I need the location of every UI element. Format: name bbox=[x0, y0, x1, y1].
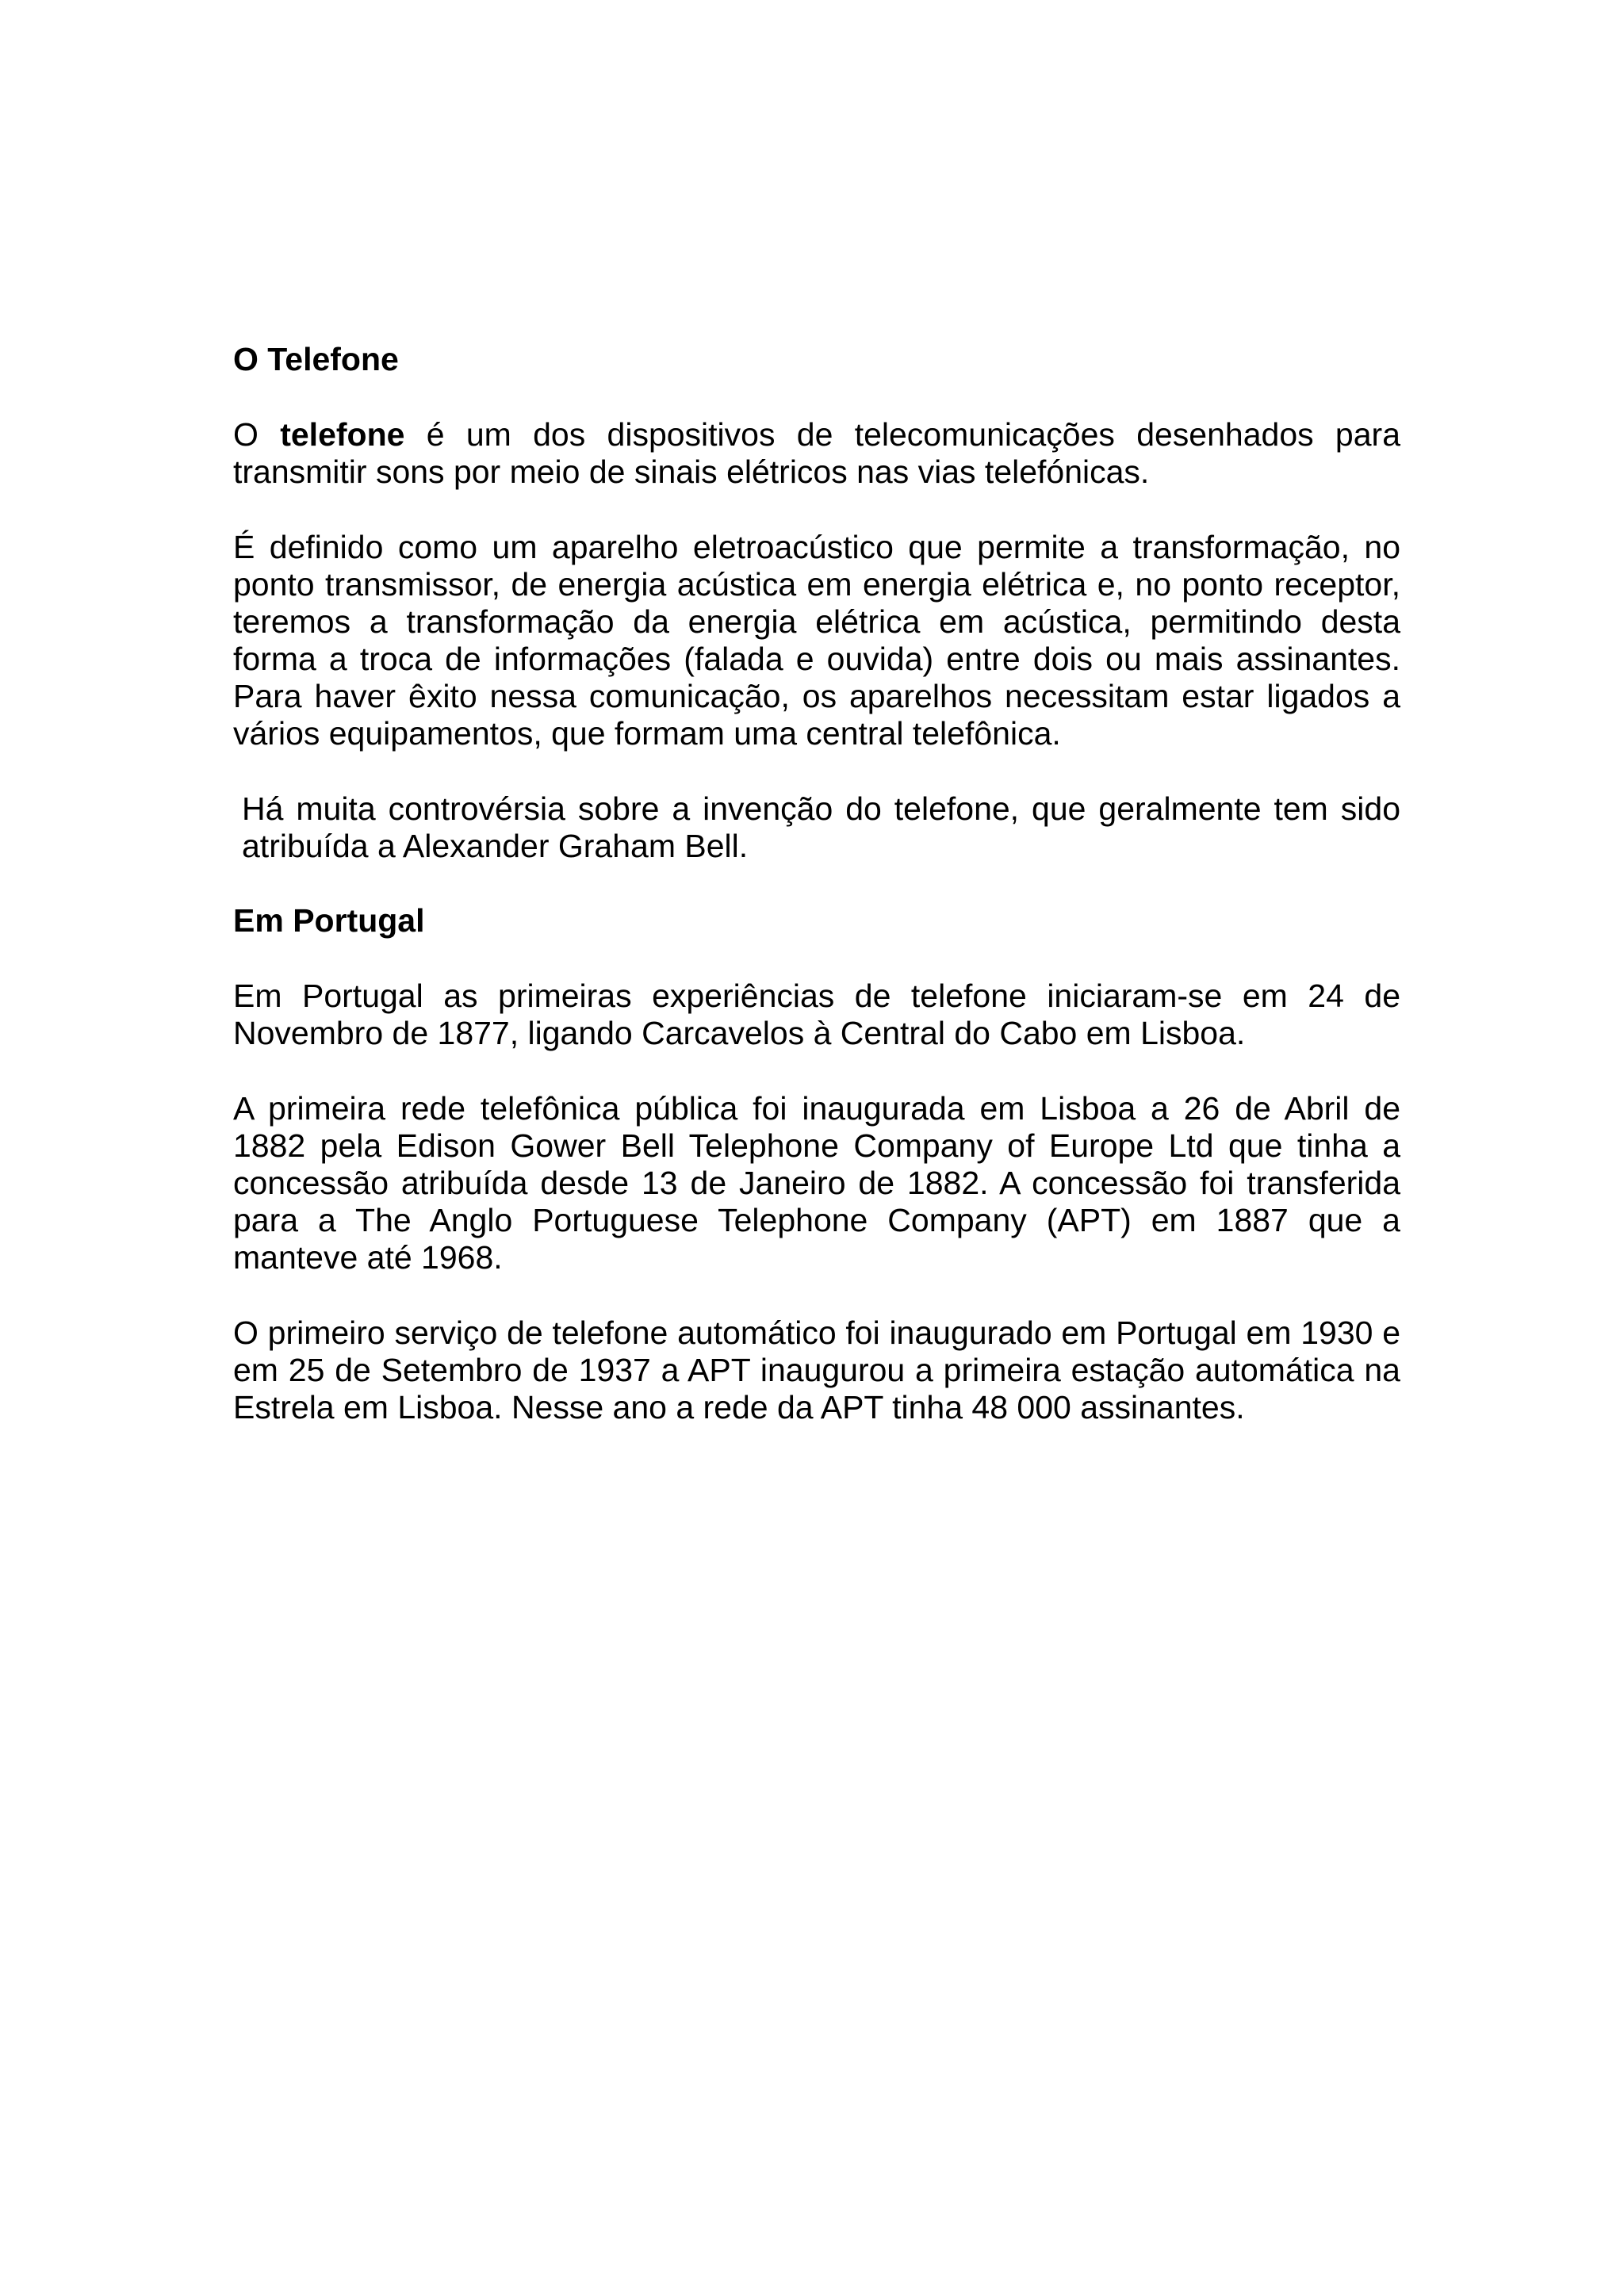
section-heading-em-portugal: Em Portugal bbox=[233, 902, 425, 939]
paragraph-first-public-network: A primeira rede telefônica pública foi inaugurada em Lisboa a 26 de Abril de 1882 pela Edison Gower Bell Telephone Company of Europe Ltd que tinha a concessão atribuída desde 13 de Janeiro de 1882. A concessão foi transferida para a The Anglo Portuguese Telephone Company (APT) em 1887 que a manteve até 1968. bbox=[233, 1090, 1400, 1276]
document-body bbox=[233, 341, 1400, 1426]
paragraph-electroacoustic-device: É definido como um aparelho eletroacústico que permite a transformação, no ponto transmissor, de energia acústica em energia elétrica e, no ponto receptor, teremos a transformação da energia elétrica em acústica, permitindo desta forma a troca de informações (falada e ouvida) entre dois ou mais assinantes. Para haver êxito nessa comunicação, os aparelhos necessitam estar ligados a vários equipamentos, que formam uma central telefônica. bbox=[233, 529, 1400, 752]
paragraph-automatic-service: O primeiro serviço de telefone automático foi inaugurado em Portugal em 1930 e em 25 de Setembro de 1937 a APT inaugurou a primeira estação automática na Estrela em Lisboa. Nesse ano a rede da APT tinha 48 000 assinantes. bbox=[233, 1314, 1400, 1425]
paragraph-telefone-definition bbox=[233, 416, 1400, 491]
bold-term-telefone: telefone bbox=[280, 416, 405, 453]
paragraph-1-before: O bbox=[233, 416, 281, 453]
paragraph-1-after: é um dos dispositivos de telecomunicações desenhados para transmitir sons por meio de sinais elétricos nas vias telefónicas. bbox=[233, 416, 1400, 490]
paragraph-invention-controversy: Há muita controvérsia sobre a invenção do telefone, que geralmente tem sido atribuída a Alexander Graham Bell. bbox=[242, 790, 1400, 864]
document-title: O Telefone bbox=[233, 341, 399, 377]
paragraph-first-experiments: Em Portugal as primeiras experiências de telefone iniciaram-se em 24 de Novembro de 1877, ligando Carcavelos à Central do Cabo em Lisboa. bbox=[233, 978, 1400, 1051]
